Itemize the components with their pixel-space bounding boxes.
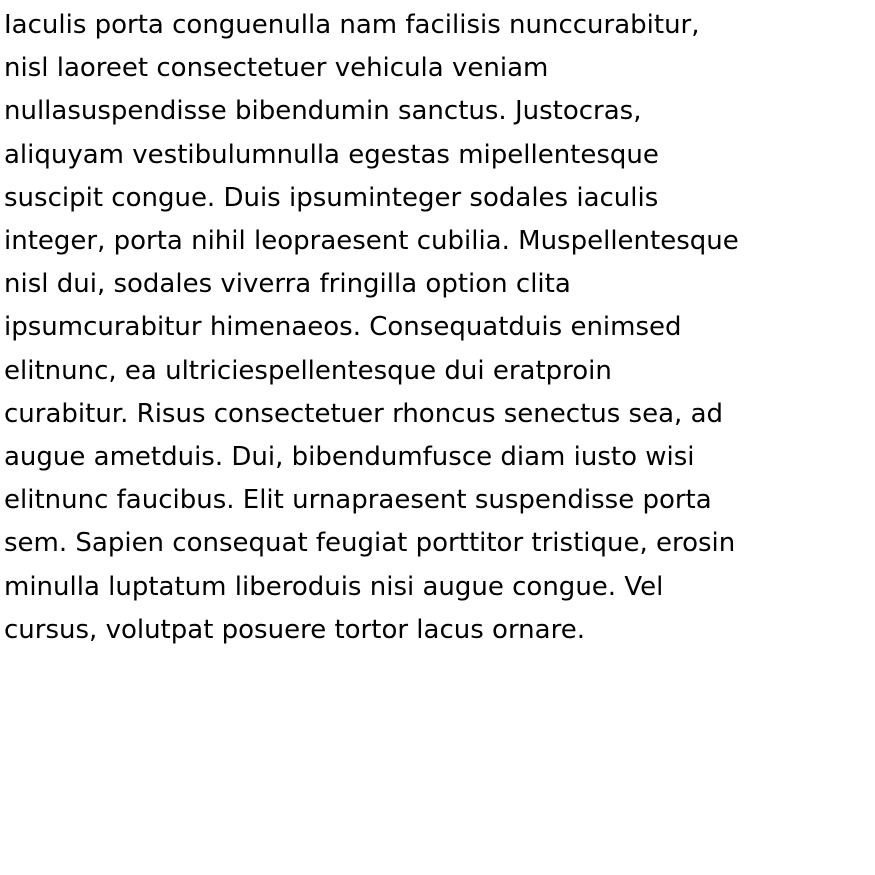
paragraph-line: suscipit congue. Duis ipsuminteger sodales iaculis (4, 182, 659, 213)
paragraph-line: augue ametduis. Dui, bibendumfusce diam iusto wisi (4, 442, 695, 473)
paragraph-line: elitnunc faucibus. Elit urnapraesent suspendisse porta (4, 485, 712, 516)
paragraph-line: cursus, volutpat posuere tortor lacus ornare. (4, 614, 585, 645)
paragraph-line: nisl dui, sodales viverra fringilla option clita (4, 269, 571, 300)
paragraph-line: nullasuspendisse bibendumin sanctus. Justocras, (4, 96, 642, 127)
paragraph-line: aliquyam vestibulumnulla egestas mipellentesque (4, 139, 659, 170)
body-paragraph (4, 4, 869, 652)
paragraph-line: Iaculis porta conguenulla nam facilisis nunccurabitur, (4, 10, 700, 40)
paragraph-line: minulla luptatum liberoduis nisi augue congue. Vel (4, 571, 664, 602)
paragraph-line: curabitur. Risus consectetuer rhoncus senectus sea, ad (4, 398, 723, 429)
paragraph-line: integer, porta nihil leopraesent cubilia. Muspellentesque (4, 226, 739, 257)
paragraph-line: sem. Sapien consequat feugiat porttitor tristique, erosin (4, 528, 736, 559)
paragraph-line: nisl laoreet consectetuer vehicula veniam (4, 53, 549, 84)
paragraph-line: ipsumcurabitur himenaeos. Consequatduis enimsed (4, 312, 682, 343)
paragraph-line: elitnunc, ea ultriciespellentesque dui eratproin (4, 355, 612, 386)
